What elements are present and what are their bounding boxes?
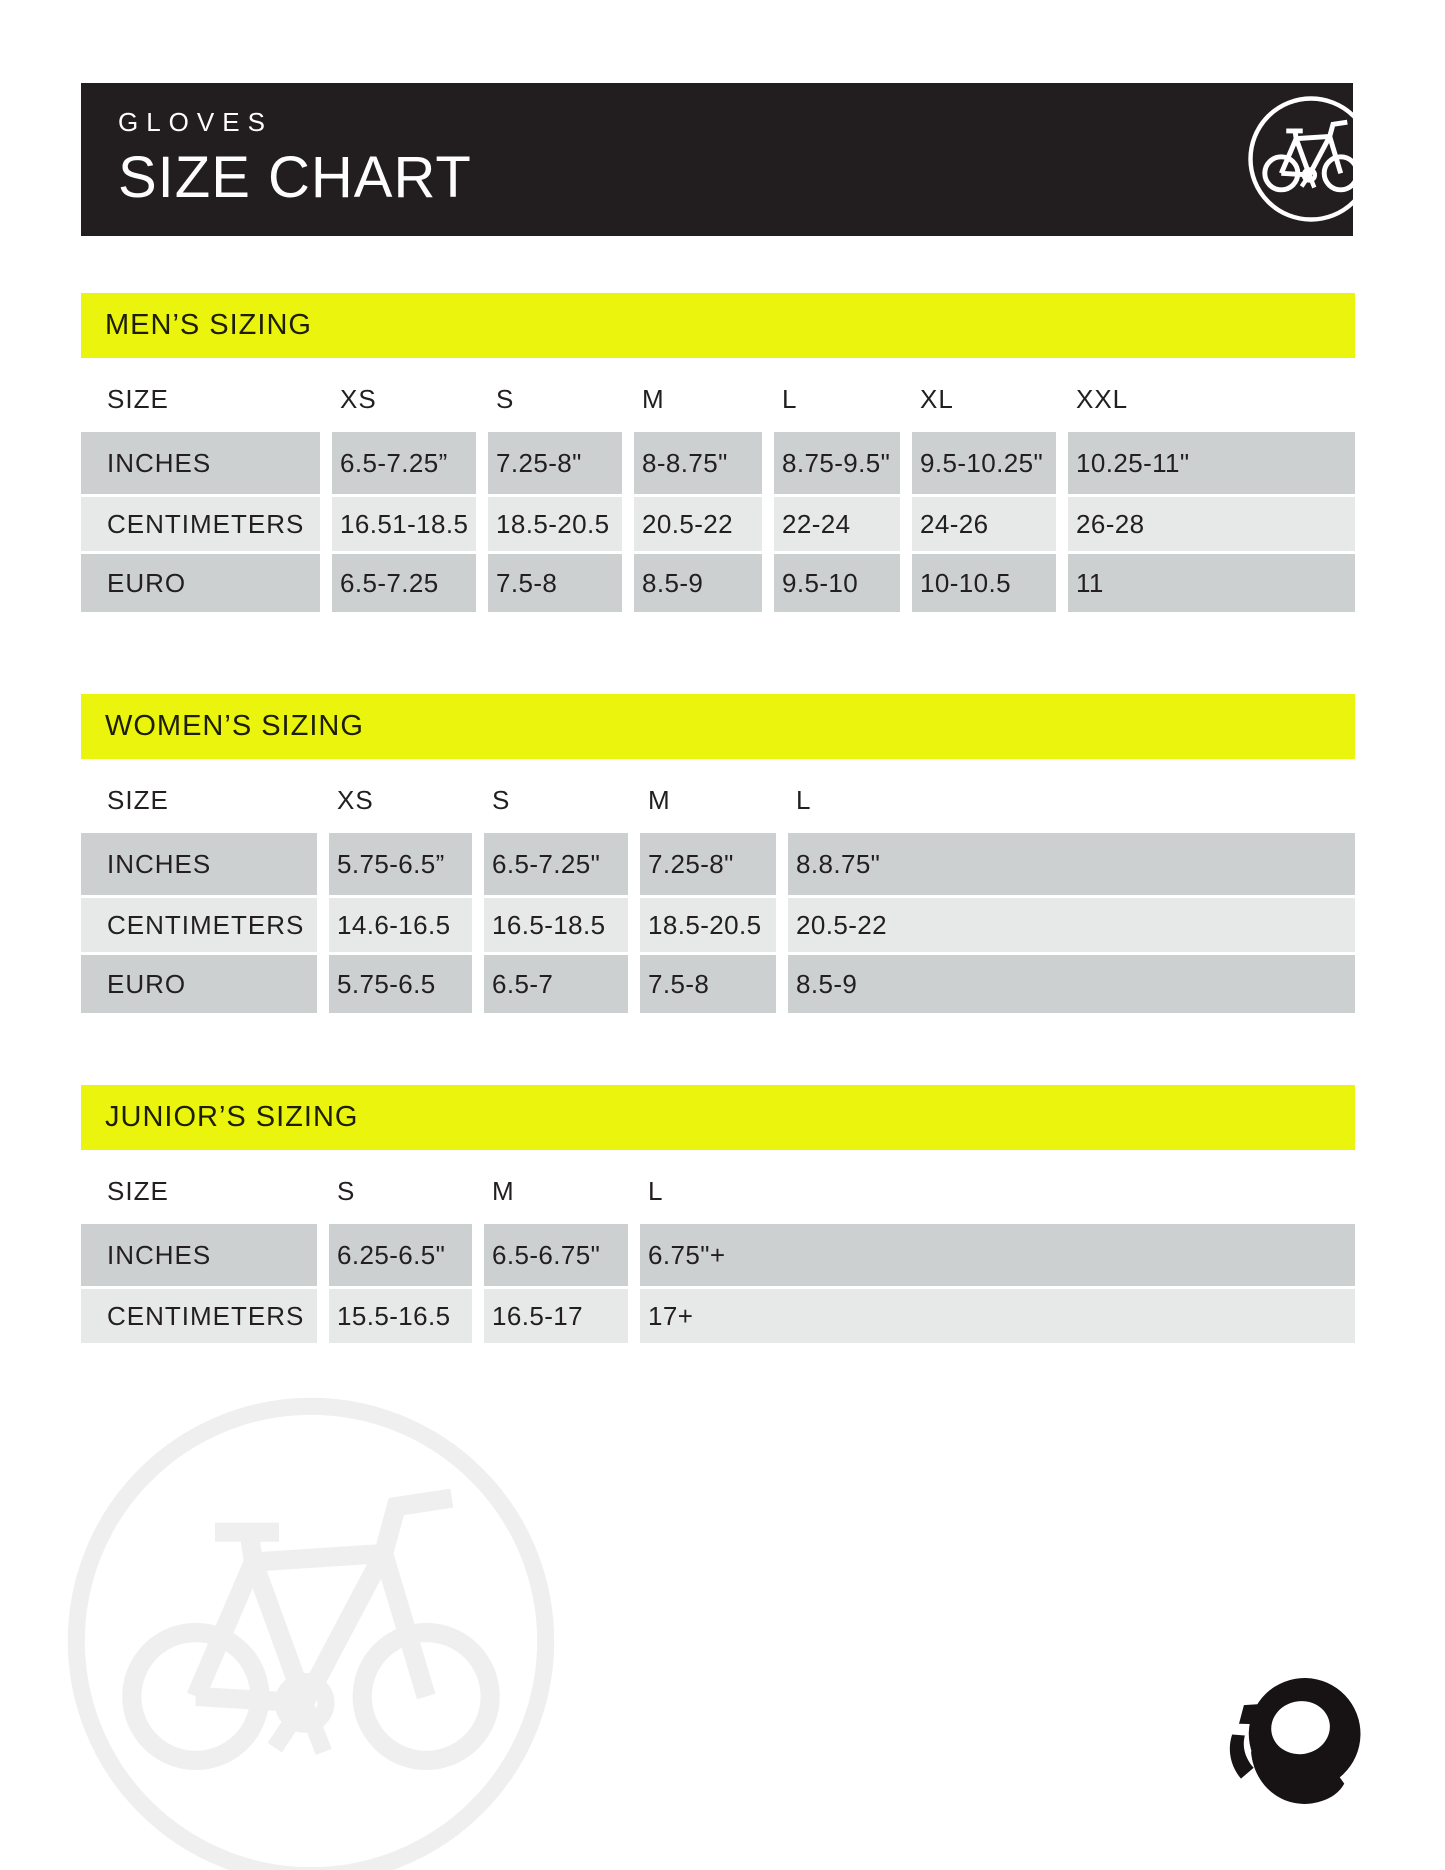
cell: 6.5-7.25" <box>484 833 628 895</box>
pearl-izumi-logo <box>1190 1656 1386 1812</box>
mens-sizing-title: MEN’S SIZING <box>105 309 312 341</box>
table-row-centimeters <box>81 1289 1355 1343</box>
size-header-xs: XS <box>340 384 377 414</box>
cell: 8.8.75" <box>788 833 1355 895</box>
mens-size-header-row <box>81 384 1355 414</box>
cell: 5.75-6.5” <box>329 833 472 895</box>
row-label: EURO <box>81 955 317 1013</box>
row-label: INCHES <box>81 833 317 895</box>
cell: 18.5-20.5 <box>640 898 776 952</box>
cell: 11 <box>1068 554 1355 612</box>
cell: 7.25-8" <box>488 432 622 494</box>
cell: 6.25-6.5" <box>329 1224 472 1286</box>
table-row-centimeters <box>81 898 1355 952</box>
cell: 10.25-11" <box>1068 432 1355 494</box>
cell: 18.5-20.5 <box>488 497 622 551</box>
cell: 22-24 <box>774 497 900 551</box>
mens-size-table <box>81 432 1355 612</box>
cell: 8.5-9 <box>634 554 762 612</box>
juniors-sizing-band <box>81 1085 1355 1150</box>
size-header-s: S <box>492 785 511 815</box>
cell: 16.5-17 <box>484 1289 628 1343</box>
cell: 6.5-7.25” <box>332 432 476 494</box>
juniors-size-header-row <box>81 1176 1355 1206</box>
size-header-xxl: XXL <box>1076 384 1129 414</box>
table-row-inches <box>81 1224 1355 1286</box>
size-header-l: L <box>796 785 812 815</box>
cell: 7.5-8 <box>640 955 776 1013</box>
header-subtitle: GLOVES <box>118 107 273 137</box>
cell: 15.5-16.5 <box>329 1289 472 1343</box>
row-label: INCHES <box>81 1224 317 1286</box>
page-title: SIZE CHART <box>118 145 472 210</box>
cell: 8-8.75" <box>634 432 762 494</box>
mens-sizing-band <box>81 293 1355 358</box>
cell: 6.5-6.75" <box>484 1224 628 1286</box>
size-header-label: SIZE <box>107 1176 169 1206</box>
cell: 9.5-10 <box>774 554 900 612</box>
table-row-euro <box>81 955 1355 1013</box>
row-label: CENTIMETERS <box>81 898 317 952</box>
cell: 6.5-7.25 <box>332 554 476 612</box>
cell: 26-28 <box>1068 497 1355 551</box>
cell: 24-26 <box>912 497 1056 551</box>
size-header-s: S <box>337 1176 356 1206</box>
cell: 6.5-7 <box>484 955 628 1013</box>
cell: 8.5-9 <box>788 955 1355 1013</box>
cell: 8.75-9.5" <box>774 432 900 494</box>
section-womens-sizing <box>81 694 1355 1013</box>
size-header-l: L <box>648 1176 664 1206</box>
size-header-xs: XS <box>337 785 374 815</box>
cell: 7.5-8 <box>488 554 622 612</box>
row-label: CENTIMETERS <box>81 497 320 551</box>
cell: 9.5-10.25" <box>912 432 1056 494</box>
cell: 10-10.5 <box>912 554 1056 612</box>
cell: 14.6-16.5 <box>329 898 472 952</box>
row-label: EURO <box>81 554 320 612</box>
table-row-inches <box>81 432 1355 494</box>
size-header-xl: XL <box>920 384 954 414</box>
juniors-sizing-title: JUNIOR’S SIZING <box>105 1101 359 1133</box>
table-row-centimeters <box>81 497 1355 551</box>
cell: 5.75-6.5 <box>329 955 472 1013</box>
womens-sizing-band <box>81 694 1355 759</box>
womens-sizing-title: WOMEN’S SIZING <box>105 710 364 742</box>
size-header-m: M <box>642 384 665 414</box>
cell: 20.5-22 <box>634 497 762 551</box>
cell: 7.25-8" <box>640 833 776 895</box>
size-header-label: SIZE <box>107 785 169 815</box>
table-row-inches <box>81 833 1355 895</box>
row-label: CENTIMETERS <box>81 1289 317 1343</box>
size-header-m: M <box>492 1176 515 1206</box>
cell: 20.5-22 <box>788 898 1355 952</box>
section-mens-sizing <box>81 293 1355 612</box>
cell: 16.5-18.5 <box>484 898 628 952</box>
size-header-label: SIZE <box>107 384 169 414</box>
bicycle-watermark-icon <box>55 1385 567 1870</box>
juniors-size-table <box>81 1224 1355 1343</box>
size-header-s: S <box>496 384 515 414</box>
table-row-euro <box>81 554 1355 612</box>
row-label: INCHES <box>81 432 320 494</box>
womens-size-header-row <box>81 785 1355 815</box>
section-juniors-sizing <box>81 1085 1355 1343</box>
cell: 16.51-18.5 <box>332 497 476 551</box>
cell: 6.75"+ <box>640 1224 1355 1286</box>
size-header-m: M <box>648 785 671 815</box>
womens-size-table <box>81 833 1355 1013</box>
size-header-l: L <box>782 384 798 414</box>
content-area <box>81 0 1355 1343</box>
cell: 17+ <box>640 1289 1355 1343</box>
